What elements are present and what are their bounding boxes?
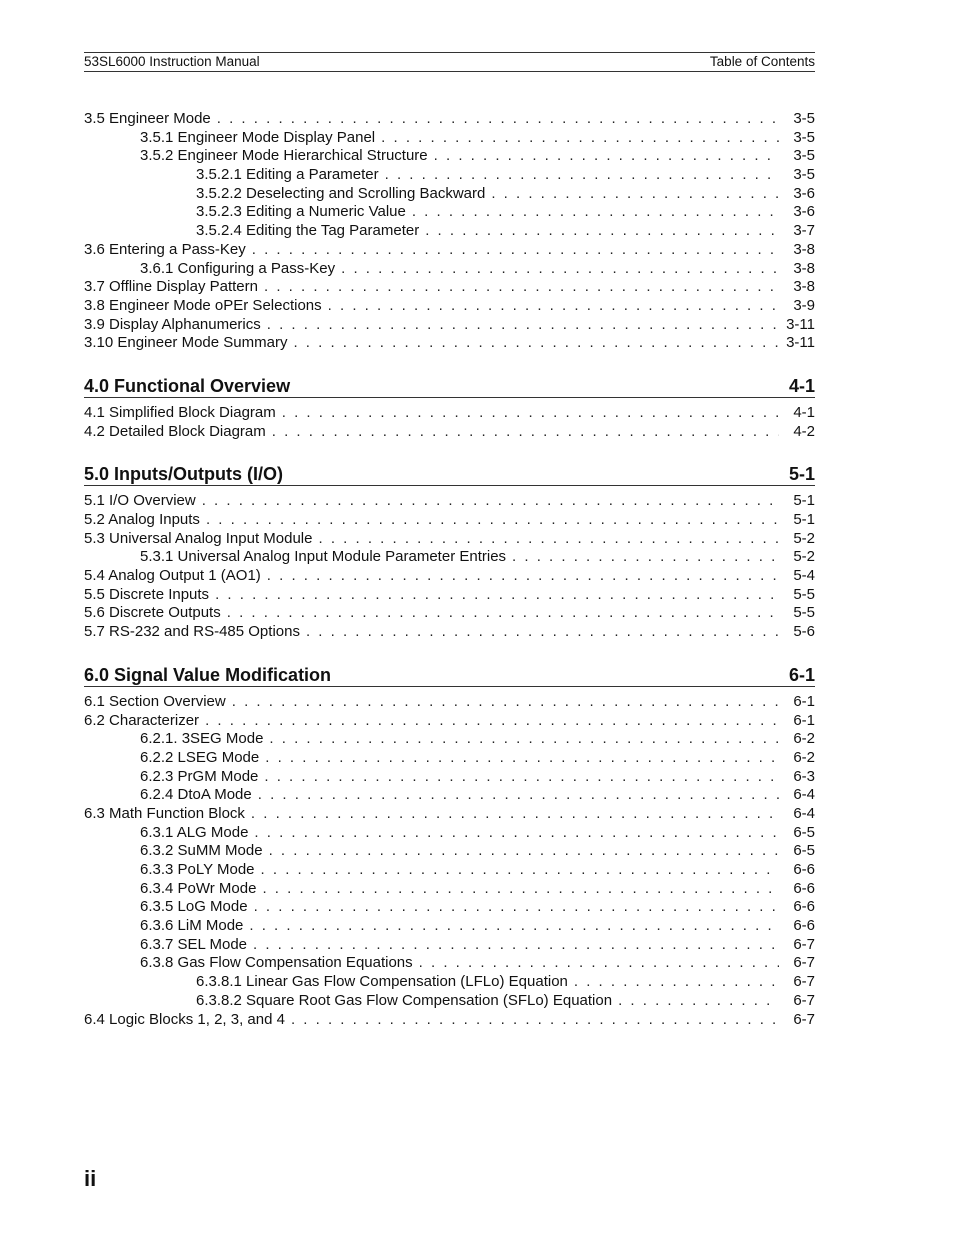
dot-leader [265,749,779,768]
table-of-contents [84,110,815,1029]
dot-leader [381,129,779,148]
toc-entry[interactable] [84,604,815,623]
section-page: 6-1 [788,664,815,685]
dot-leader [293,334,779,353]
entry-page: 3-6 [793,203,815,221]
toc-entry[interactable] [84,712,815,731]
toc-entry[interactable] [84,992,815,1011]
entry-page: 5-5 [793,585,815,603]
entry-page: 3-8 [793,240,815,258]
entry-page: 5-1 [793,492,815,510]
dot-leader [217,110,779,129]
entry-page: 3-8 [793,278,815,296]
toc-entry[interactable] [84,880,815,899]
toc-entry[interactable] [84,530,815,549]
section-title: 6.0 Signal Value Modification [84,664,332,685]
entry-label: 3.5.2.2 Deselecting and Scrolling Backward [196,184,486,202]
toc-entry[interactable] [84,936,815,955]
toc-entry[interactable] [84,861,815,880]
toc-entry[interactable] [84,316,815,335]
toc-section-heading[interactable] [84,461,815,486]
toc-entry[interactable] [84,203,815,222]
toc-entry[interactable] [84,297,815,316]
toc-entry[interactable] [84,548,815,567]
toc-entry[interactable] [84,129,815,148]
toc-entry[interactable] [84,166,815,185]
toc-entry[interactable] [84,824,815,843]
toc-entry[interactable] [84,278,815,297]
entry-label: 6.3.1 ALG Mode [140,823,249,841]
dot-leader [318,530,779,549]
dot-leader [267,316,779,335]
dot-leader [272,423,779,442]
entry-label: 6.2.3 PrGM Mode [140,767,259,785]
dot-leader [249,917,779,936]
entry-page: 3-5 [793,128,815,146]
toc-entry[interactable] [84,492,815,511]
entry-page: 6-6 [793,917,815,935]
entry-label: 5.1 I/O Overview [84,492,196,510]
entry-label: 3.5.1 Engineer Mode Display Panel [140,128,376,146]
entry-page: 6-4 [793,786,815,804]
header-section-title: Table of Contents [709,54,815,69]
entry-label: 6.3.8.1 Linear Gas Flow Compensation (LFLo) Equation [196,973,568,991]
entry-label: 6.2.4 DtoA Mode [140,786,252,804]
entry-page: 5-4 [793,567,815,585]
toc-entry[interactable] [84,567,815,586]
entry-label: 4.1 Simplified Block Diagram [84,403,276,421]
entry-page: 6-7 [793,1010,815,1028]
entry-page: 6-7 [793,954,815,972]
entry-page: 6-4 [793,804,815,822]
entry-label: 6.3.8.2 Square Root Gas Flow Compensation (SFLo) Equation [196,991,613,1009]
toc-entry[interactable] [84,511,815,530]
entry-page: 6-3 [793,767,815,785]
entry-label: 3.6 Entering a Pass-Key [84,240,246,258]
entry-label: 6.4 Logic Blocks 1, 2, 3, and 4 [84,1010,285,1028]
toc-entry[interactable] [84,917,815,936]
entry-label: 3.6.1 Configuring a Pass-Key [140,259,336,277]
toc-entry[interactable] [84,898,815,917]
toc-entry[interactable] [84,842,815,861]
entry-page: 6-2 [793,730,815,748]
toc-entry[interactable] [84,693,815,712]
toc-entry[interactable] [84,768,815,787]
toc-entry[interactable] [84,110,815,129]
toc-entry[interactable] [84,404,815,423]
dot-leader [434,147,779,166]
dot-leader [254,898,779,917]
entry-label: 3.5.2.1 Editing a Parameter [196,166,379,184]
entry-page: 3-8 [793,259,815,277]
toc-entry[interactable] [84,749,815,768]
entry-page: 3-5 [793,147,815,165]
dot-leader [261,861,779,880]
toc-section-heading[interactable] [84,662,815,687]
entry-page: 5-2 [793,529,815,547]
dot-leader [618,992,779,1011]
entry-label: 6.3.3 PoLY Mode [140,861,255,878]
entry-label: 5.3.1 Universal Analog Input Module Parameter Entries [140,548,507,566]
entry-label: 3.5.2.4 Editing the Tag Parameter [196,222,420,240]
entry-label: 3.7 Offline Display Pattern [84,278,258,296]
dot-leader [341,260,779,279]
section-page: 4-1 [788,375,815,396]
toc-entry[interactable] [84,973,815,992]
entry-label: 6.3.4 PoWr Mode [140,879,257,897]
toc-entry[interactable] [84,222,815,241]
entry-page: 3-5 [793,110,815,127]
entry-label: 3.5.2 Engineer Mode Hierarchical Structure [140,147,428,165]
entry-page: 6-7 [793,991,815,1009]
dot-leader [282,404,779,423]
dot-leader [328,297,779,316]
toc-entry[interactable] [84,623,815,642]
dot-leader [227,604,779,623]
toc-entry[interactable] [84,954,815,973]
entry-label: 6.3.8 Gas Flow Compensation Equations [140,954,413,972]
entry-label: 6.3 Math Function Block [84,804,245,822]
dot-leader [269,730,779,749]
entry-page: 4-1 [793,403,815,421]
dot-leader [267,567,779,586]
dot-leader [512,548,779,567]
entry-label: 3.5 Engineer Mode [84,110,211,127]
dot-leader [253,936,779,955]
entry-label: 5.4 Analog Output 1 (AO1) [84,567,261,585]
entry-label: 6.2.2 LSEG Mode [140,748,260,766]
entry-label: 6.3.6 LiM Mode [140,917,244,935]
dot-leader [262,880,779,899]
page-number: ii [84,1166,97,1191]
entry-page: 6-1 [793,711,815,729]
entry-page: 5-1 [793,511,815,528]
dot-leader [251,805,779,824]
entry-label: 3.10 Engineer Mode Summary [84,334,288,352]
entry-page: 3-9 [793,296,815,314]
toc-entry[interactable] [84,241,815,260]
dot-leader [258,786,779,805]
dot-leader [206,511,779,530]
section-title: 4.0 Functional Overview [84,375,291,396]
entry-page: 6-6 [793,898,815,916]
entry-page: 6-6 [793,879,815,897]
entry-label: 5.5 Discrete Inputs [84,585,210,603]
toc-entry[interactable] [84,586,815,605]
dot-leader [491,185,779,204]
entry-page: 6-1 [793,692,815,710]
toc-entry[interactable] [84,805,815,824]
dot-leader [306,623,779,642]
dot-leader [385,166,779,185]
entry-page: 6-7 [793,973,815,991]
entry-page: 6-2 [793,748,815,766]
entry-page: 3-7 [793,222,815,240]
toc-entry[interactable] [84,423,815,442]
entry-page: 6-5 [793,823,815,841]
toc-entry[interactable] [84,334,815,353]
entry-label: 3.9 Display Alphanumerics [84,315,261,333]
toc-entry[interactable] [84,730,815,749]
entry-page: 3-5 [793,166,815,184]
dot-leader [215,586,779,605]
manual-title: 53SL6000 Instruction Manual [84,54,260,69]
toc-section-heading[interactable] [84,373,815,398]
entry-label: 6.3.7 SEL Mode [140,935,248,953]
dot-leader [425,222,779,241]
entry-label: 6.3.2 SuMM Mode [140,842,263,860]
entry-label: 5.6 Discrete Outputs [84,604,221,622]
dot-leader [291,1011,779,1030]
entry-label: 4.2 Detailed Block Diagram [84,422,266,440]
entry-page: 6-5 [793,842,815,860]
dot-leader [269,842,779,861]
dot-leader [252,241,779,260]
toc-entry[interactable] [84,260,815,279]
dot-leader [412,203,779,222]
entry-page: 5-6 [793,623,815,641]
dot-leader [264,768,779,787]
entry-label: 5.2 Analog Inputs [84,511,200,528]
entry-page: 6-6 [793,861,815,878]
running-header [84,52,815,72]
toc-entry[interactable] [84,1011,815,1030]
entry-page: 5-2 [793,548,815,566]
dot-leader [574,973,779,992]
section-title: 5.0 Inputs/Outputs (I/O) [84,464,283,485]
dot-leader [264,278,779,297]
entry-label: 5.3 Universal Analog Input Module [84,529,313,547]
entry-page: 4-2 [793,422,815,440]
entry-label: 6.3.5 LoG Mode [140,898,248,916]
entry-page: 3-11 [786,315,815,333]
entry-label: 6.2 Characterizer [84,711,200,729]
entry-label: 6.1 Section Overview [84,692,226,710]
entry-page: 3-6 [793,184,815,202]
dot-leader [254,824,779,843]
toc-entry[interactable] [84,786,815,805]
entry-page: 5-5 [793,604,815,622]
toc-entry[interactable] [84,185,815,204]
entry-page: 3-11 [786,334,815,352]
section-page: 5-1 [788,464,815,485]
entry-label: 5.7 RS-232 and RS-485 Options [84,623,300,641]
entry-label: 6.2.1. 3SEG Mode [140,730,264,748]
toc-entry[interactable] [84,147,815,166]
dot-leader [205,712,779,731]
entry-label: 3.5.2.3 Editing a Numeric Value [196,203,406,221]
entry-page: 6-7 [793,935,815,953]
entry-label: 3.8 Engineer Mode oPEr Selections [84,296,322,314]
dot-leader [232,693,779,712]
dot-leader [419,954,779,973]
dot-leader [202,492,779,511]
